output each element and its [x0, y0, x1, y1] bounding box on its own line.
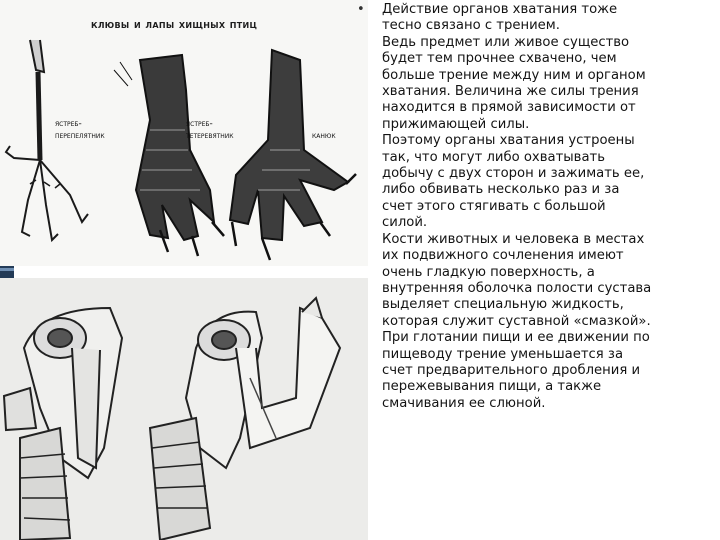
body-text-line: пищеводу трение уменьшается за	[382, 346, 624, 362]
body-text-line: либо обвивать несколько раз и за	[382, 182, 620, 198]
buzzard-foot	[230, 50, 356, 260]
body-text-line: пережевывания пищи, а также	[382, 379, 602, 395]
body-text	[382, 2, 716, 412]
body-text-line: их подвижного сочленения имеют	[382, 248, 624, 264]
joints-drawing	[0, 278, 368, 540]
body-text-line: хватания. Величина же силы трения	[382, 84, 639, 100]
body-text-line: прижимающей силы.	[382, 116, 530, 132]
label-goshawk	[186, 118, 234, 142]
body-text-line: счет предварительного дробления и	[382, 362, 641, 378]
label-goshawk-line1: ястреб-	[186, 119, 213, 129]
body-text-line: Кости животных и человека в местах	[382, 231, 645, 247]
body-text-line: внутренняя оболочка полости сустава	[382, 280, 652, 296]
body-text-line: находится в прямой зависимости от	[382, 100, 636, 116]
body-text-line: Действие органов хватания тоже	[382, 2, 618, 17]
body-text-line: тесно связано с трением.	[382, 18, 560, 34]
label-sparrowhawk	[55, 118, 105, 142]
body-text-line: При глотании пищи и ее движении по	[382, 330, 650, 346]
edge-mark	[0, 268, 14, 271]
joints-illustration	[0, 278, 368, 540]
body-text-line: смачивания ее слюной.	[382, 395, 546, 411]
body-text-line: счет этого стягивать с большой	[382, 198, 606, 214]
body-text-line: силой.	[382, 215, 428, 231]
body-text-line: Поэтому органы хватания устроены	[382, 133, 635, 149]
bird-feet-illustration	[0, 0, 368, 266]
left-joint-figure	[4, 308, 122, 540]
body-text-line: очень гладкую поверхность, а	[382, 264, 595, 280]
body-text-line: Ведь предмет или живое существо	[382, 34, 630, 50]
body-text-line: которая служит суставной «смазкой».	[382, 313, 651, 329]
body-text-line: будет тем прочнее схвачено, чем	[382, 51, 617, 67]
right-joint-figure	[150, 298, 340, 540]
figure-title: клювы и лапы хищных птиц	[91, 17, 258, 31]
label-goshawk-line2: тетеревятник	[186, 131, 234, 141]
body-text-line: выделяет специальную жидкость,	[382, 297, 624, 313]
body-text-line: так, что могут либо охватывать	[382, 149, 605, 165]
goshawk-foot	[114, 55, 224, 256]
label-sparrowhawk-line2: перепелятник	[55, 131, 105, 141]
body-text-line: добычу с двух сторон и зажимать ее,	[382, 166, 645, 182]
body-text-line: больше трение между ним и органом	[382, 67, 646, 83]
label-buzzard: канюк	[312, 131, 336, 141]
bullet-marker: •	[357, 2, 365, 17]
label-sparrowhawk-line1: ястреб-	[55, 119, 82, 129]
